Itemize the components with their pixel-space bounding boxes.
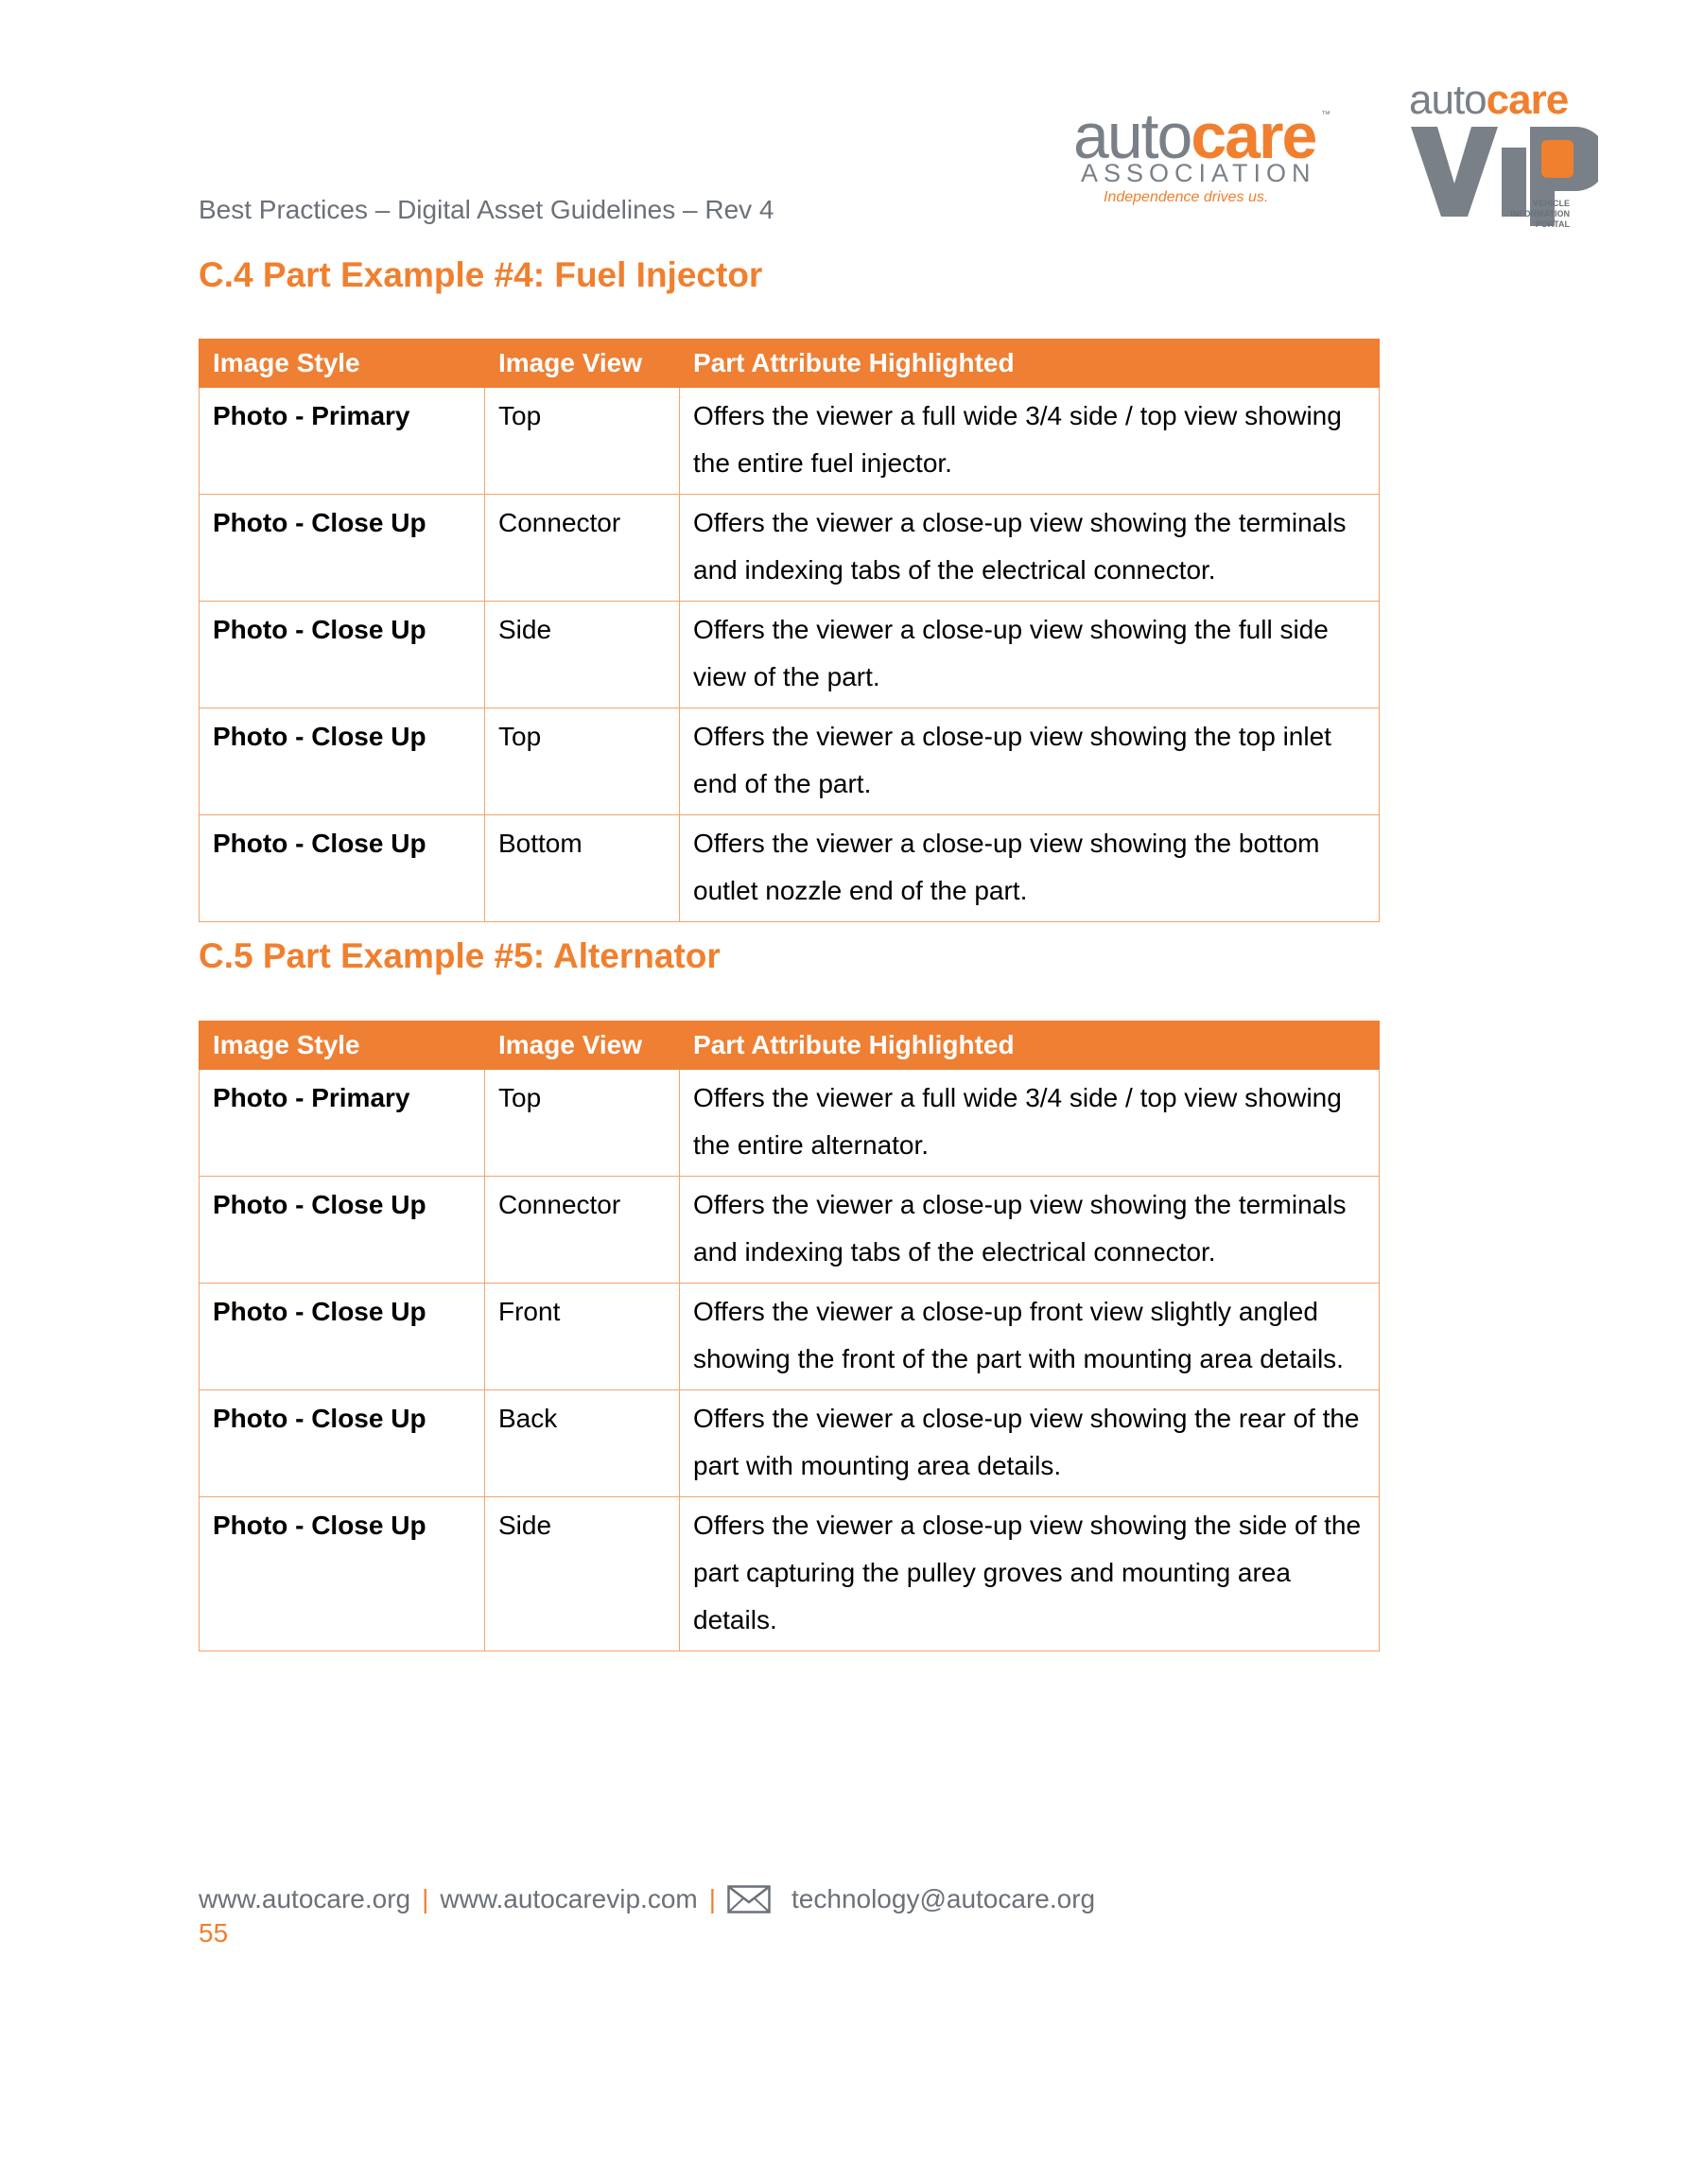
cell-part-attribute: Offers the viewer a close-up front view slightly angled showing the front of the part with mounting area details. — [680, 1284, 1380, 1390]
logo-trademark: ™ — [1321, 110, 1330, 120]
column-header-image-style: Image Style — [200, 1022, 485, 1070]
logo-wordmark: autocare — [1073, 100, 1316, 172]
cell-image-style: Photo - Close Up — [200, 1177, 485, 1284]
table-row — [200, 708, 1380, 815]
cell-part-attribute: Offers the viewer a close-up view showing the terminals and indexing tabs of the electrical connector. — [680, 1177, 1380, 1284]
cell-part-attribute: Offers the viewer a close-up view showing the top inlet end of the part. — [680, 708, 1380, 815]
page-number: 55 — [199, 1918, 229, 1948]
footer-link-autocare[interactable]: www.autocare.org — [199, 1884, 411, 1913]
table-row — [200, 495, 1380, 602]
column-header-part-attribute: Part Attribute Highlighted — [680, 340, 1380, 388]
cell-image-style: Photo - Close Up — [200, 1497, 485, 1651]
section-title-alternator: C.5 Part Example #5: Alternator — [199, 936, 721, 975]
table-header-row — [200, 1022, 1380, 1070]
cell-image-view: Side — [485, 602, 680, 708]
footer-separator: | — [422, 1884, 429, 1913]
cell-image-view: Connector — [485, 1177, 680, 1284]
footer-separator: | — [708, 1884, 717, 1913]
fuel-injector-table — [199, 339, 1380, 922]
logo-association-text: ASSOCIATION — [1081, 159, 1316, 187]
cell-image-view: Bottom — [485, 815, 680, 922]
cell-part-attribute: Offers the viewer a close-up view showing the side of the part capturing the pulley groves and mounting area details. — [680, 1497, 1380, 1651]
cell-image-view: Top — [485, 388, 680, 495]
table-row — [200, 1497, 1380, 1651]
table-row — [200, 1284, 1380, 1390]
cell-image-style: Photo - Close Up — [200, 602, 485, 708]
cell-image-style: Photo - Close Up — [200, 708, 485, 815]
cell-part-attribute: Offers the viewer a full wide 3/4 side / top view showing the entire fuel injector. — [680, 388, 1380, 495]
column-header-image-view: Image View — [485, 340, 680, 388]
cell-image-view: Top — [485, 708, 680, 815]
cell-image-style: Photo - Close Up — [200, 495, 485, 602]
alternator-table — [199, 1021, 1380, 1651]
table-row — [200, 815, 1380, 922]
document-title: Best Practices – Digital Asset Guidelines – Rev 4 — [199, 195, 774, 224]
logo-tagline: Independence drives us. — [1104, 189, 1269, 205]
autocare-association-logo — [1073, 100, 1333, 210]
page-footer — [199, 1884, 1095, 1920]
cell-part-attribute: Offers the viewer a close-up view showing the full side view of the part. — [680, 602, 1380, 708]
cell-part-attribute: Offers the viewer a full wide 3/4 side / top view showing the entire alternator. — [680, 1070, 1380, 1177]
table-row — [200, 1070, 1380, 1177]
table-row — [200, 602, 1380, 708]
section-title-fuel-injector: C.4 Part Example #4: Fuel Injector — [199, 255, 763, 294]
table-header-row — [200, 340, 1380, 388]
table-row — [200, 1177, 1380, 1284]
cell-image-view: Side — [485, 1497, 680, 1651]
cell-image-style: Photo - Primary — [200, 1070, 485, 1177]
cell-image-view: Back — [485, 1390, 680, 1497]
cell-image-style: Photo - Close Up — [200, 1284, 485, 1390]
cell-image-view: Top — [485, 1070, 680, 1177]
cell-image-view: Connector — [485, 495, 680, 602]
table-row — [200, 388, 1380, 495]
cell-image-style: Photo - Close Up — [200, 815, 485, 922]
cell-part-attribute: Offers the viewer a close-up view showing the terminals and indexing tabs of the electrical connector. — [680, 495, 1380, 602]
column-header-part-attribute: Part Attribute Highlighted — [680, 1022, 1380, 1070]
autocare-vip-logo — [1409, 79, 1598, 240]
cell-part-attribute: Offers the viewer a close-up view showing the rear of the part with mounting area details. — [680, 1390, 1380, 1497]
vip-logo-wordmark: autocare — [1409, 77, 1569, 123]
cell-image-view: Front — [485, 1284, 680, 1390]
envelope-icon — [727, 1885, 771, 1920]
column-header-image-style: Image Style — [200, 340, 485, 388]
table-row — [200, 1390, 1380, 1497]
vip-logo-caption: VEHICLE INFORMATION PORTAL — [1510, 199, 1570, 229]
footer-link-autocarevip[interactable]: www.autocarevip.com — [440, 1884, 698, 1913]
footer-email-link[interactable]: technology@autocare.org — [791, 1884, 1096, 1913]
cell-part-attribute: Offers the viewer a close-up view showing the bottom outlet nozzle end of the part. — [680, 815, 1380, 922]
column-header-image-view: Image View — [485, 1022, 680, 1070]
cell-image-style: Photo - Close Up — [200, 1390, 485, 1497]
cell-image-style: Photo - Primary — [200, 388, 485, 495]
